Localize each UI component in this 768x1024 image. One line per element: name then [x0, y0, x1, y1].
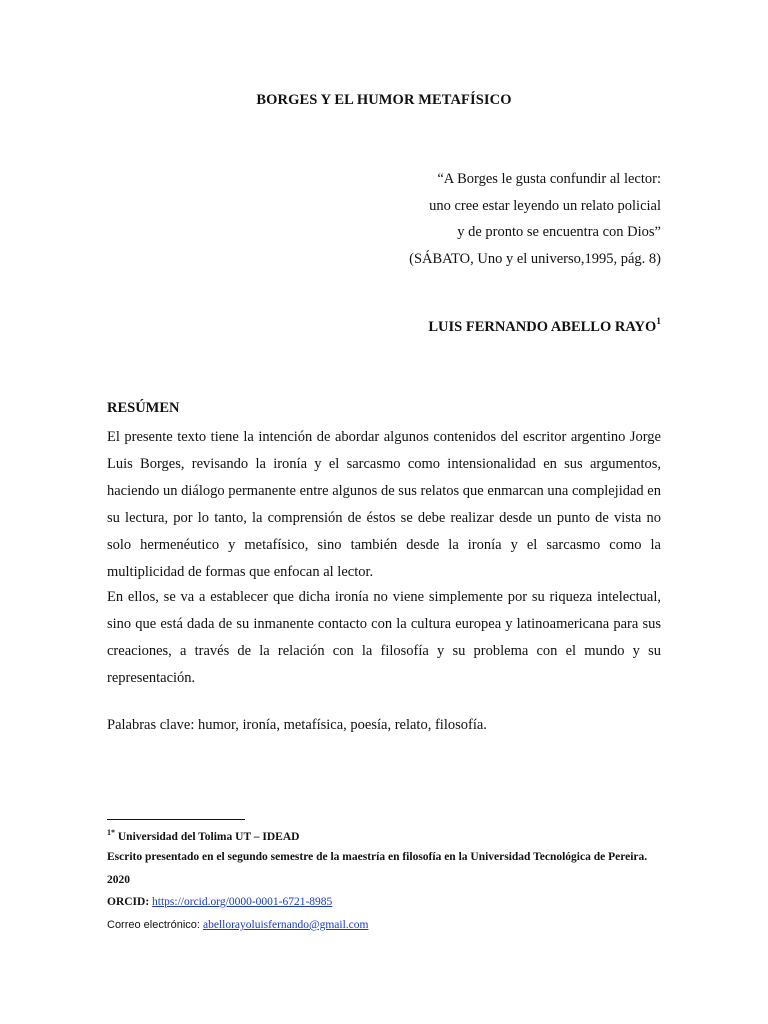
document-title: BORGES Y EL HUMOR METAFÍSICO — [256, 92, 512, 108]
author-name — [428, 318, 661, 336]
affiliation-text: Universidad del Tolima UT – IDEAD — [117, 830, 300, 843]
abstract-paragraph: En ellos, se va a establecer que dicha ironía no viene simplemente por su riqueza intelectual, sino que está dada de su inmanente contacto con la cultura europea y latinoamericana para sus creaciones, a través de la relación con la filosofía y su problema con el mundo y su representación. — [107, 589, 661, 686]
footnote-description: Escrito presentado en el segundo semestre de la maestría en filosofía en la Universidad Tecnológica de Pereira. 2020 — [107, 851, 648, 886]
epigraph-citation: (SÁBATO, Uno y el universo,1995, pág. 8) — [409, 250, 661, 267]
footnote-email — [107, 914, 368, 937]
keywords: Palabras clave: humor, ironía, metafísica, poesía, relato, filosofía. — [107, 717, 487, 733]
email-link[interactable]: abellorayoluisfernando@gmail.com — [203, 919, 369, 931]
abstract-paragraph: El presente texto tiene la intención de abordar algunos contenidos del escritor argentino Jorge Luis Borges, revisando la ironía y el sarcasmo como intensionalidad en sus argumentos, haciendo un diálogo permanente entre algunos de sus relatos que enmarcan una complejidad en su lectura, por lo tanto, la comprensión de éstos se debe realizar desde un punto de vista no solo hermenéutico y metafísico, sino también desde la ironía y el sarcasmo como la multiplicidad de formas que enfocan al lector. — [107, 429, 661, 580]
footnote-mark: 1* — [107, 828, 115, 837]
epigraph-line: uno cree estar leyendo un relato policial — [429, 197, 661, 214]
author-text: LUIS FERNANDO ABELLO RAYO — [428, 318, 657, 335]
epigraph-line: y de pronto se encuentra con Dios” — [457, 224, 661, 240]
orcid-label: ORCID: — [107, 896, 150, 908]
email-label: Correo electrónico: — [107, 919, 200, 931]
epigraph — [409, 166, 661, 272]
footnote-reference[interactable]: 1 — [656, 317, 661, 327]
footnote-affiliation — [107, 822, 667, 848]
orcid-link[interactable]: https://orcid.org/0000-0001-6721-8985 — [152, 896, 333, 908]
abstract-heading: RESÚMEN — [107, 400, 180, 416]
footnote-divider — [107, 819, 245, 820]
footnote-orcid — [107, 891, 667, 914]
epigraph-line: “A Borges le gusta confundir al lector: — [437, 171, 661, 187]
